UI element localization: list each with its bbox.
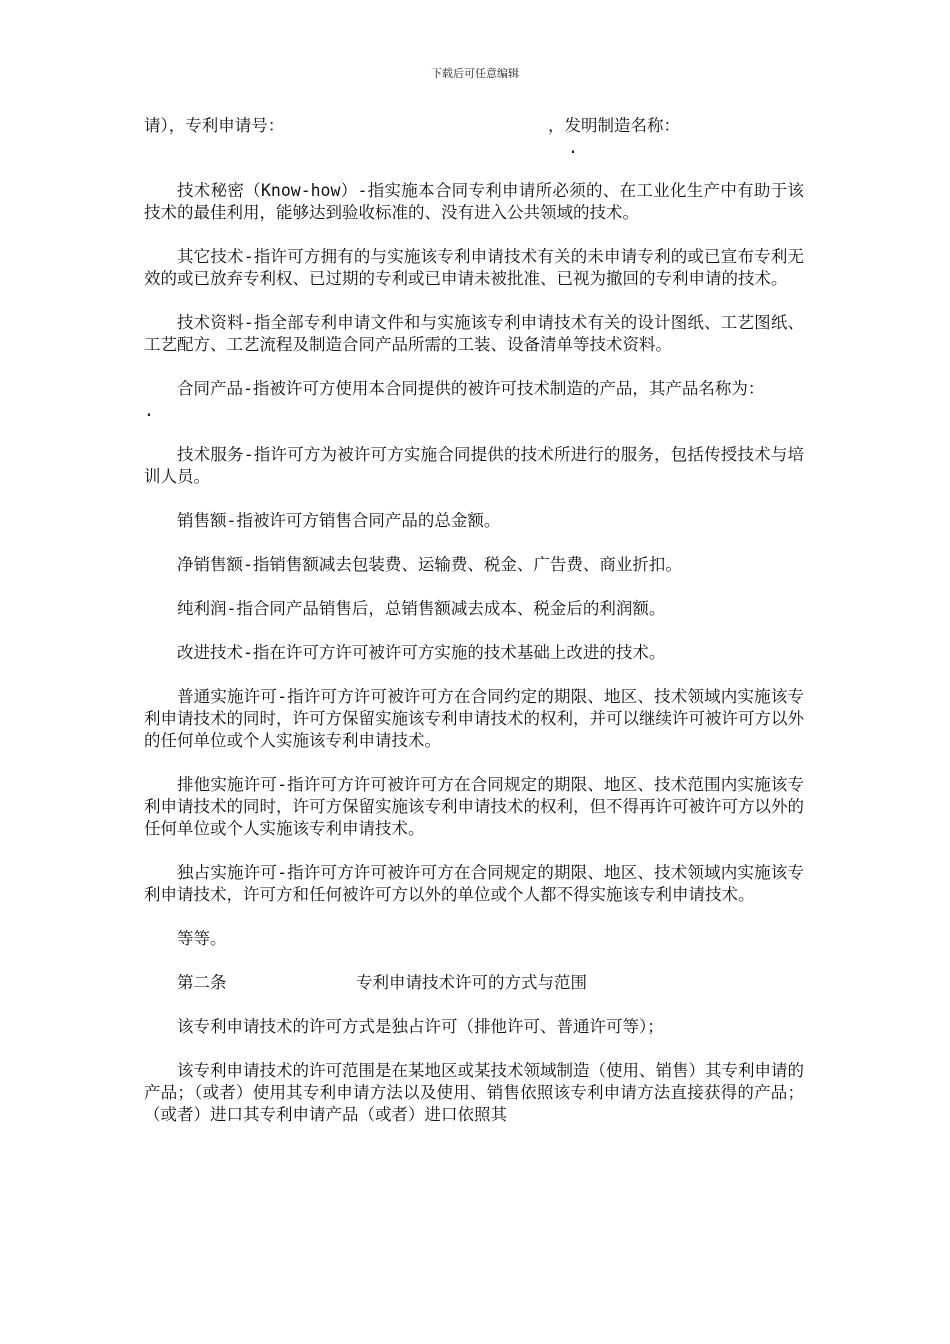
definition-technical-service: 技术服务-指许可方为被许可方实施合同提供的技术所进行的服务，包括传授技术与培训人员。	[144, 445, 804, 486]
article-title: 专利申请技术许可的方式与范围	[356, 973, 587, 992]
definition-sole-license: 排他实施许可-指许可方许可被许可方在合同规定的期限、地区、技术范围内实施该专利申请技术的同时，许可方保留实施该专利申请技术的权利，但不得再许可被许可方以外的任何单位或个人实施该专利申请技术。	[144, 775, 804, 838]
document-body	[144, 115, 804, 1126]
definition-net-sales: 净销售额-指销售额减去包装费、运输费、税金、广告费、商业折扣。	[177, 555, 682, 574]
license-scope-paragraph: 该专利申请技术的许可范围是在某地区或某技术领域制造（使用、销售）其专利申请的产品；（或者）使用其专利申请方法以及使用、销售依照该专利申请方法直接获得的产品；（或者）进口其专利申请产品（或者）进口依照其	[144, 1061, 804, 1124]
blank-dot: .	[568, 138, 578, 157]
license-mode-paragraph: 该专利申请技术的许可方式是独占许可（排他许可、普通许可等）；	[177, 1017, 664, 1036]
definition-know-how: 技术秘密（Know-how）-指实施本合同专利申请所必须的、在工业化生产中有助于该技术的最佳利用，能够达到验收标准的、没有进入公共领域的技术。	[144, 181, 804, 222]
invention-name-blank	[144, 137, 804, 159]
definition-exclusive-license: 独占实施许可-指许可方许可被许可方在合同规定的期限、地区、技术领域内实施该专利申请技术，许可方和任何被许可方以外的单位或个人都不得实施该专利申请技术。	[144, 863, 804, 904]
definition-improved-technology: 改进技术-指在许可方许可被许可方实施的技术基础上改进的技术。	[177, 643, 666, 662]
definition-contract-product: 合同产品-指被许可方使用本合同提供的被许可技术制造的产品，其产品名称为：	[177, 379, 765, 398]
definition-ordinary-license: 普通实施许可-指许可方许可被许可方在合同约定的期限、地区、技术领域内实施该专利申请技术的同时，许可方保留实施该专利申请技术的权利，并可以继续许可被许可方以外的任何单位或个人实施该专利申请技术。	[144, 687, 804, 750]
article-2-heading	[144, 972, 804, 994]
application-info-line	[144, 115, 804, 137]
definition-sales: 销售额-指被许可方销售合同产品的总金额。	[177, 511, 501, 530]
article-number: 第二条	[177, 973, 227, 992]
definition-net-profit: 纯利润-指合同产品销售后，总销售额减去成本、税金后的利润额。	[177, 599, 666, 618]
definition-other-technology: 其它技术-指许可方拥有的与实施该专利申请技术有关的未申请专利的或已宣布专利无效的或已放弃专利权、已过期的专利或已申请未被批准、已视为撤回的专利申请的技术。	[144, 247, 804, 288]
blank-dot: .	[144, 401, 154, 420]
definition-technical-data: 技术资料-指全部专利申请文件和与实施该专利申请技术有关的设计图纸、工艺图纸、工艺配方、工艺流程及制造合同产品所需的工装、设备清单等技术资料。	[144, 313, 804, 354]
application-number-label: 请），专利申请号：	[144, 116, 285, 135]
page-header: 下载后可任意编辑	[431, 67, 519, 80]
invention-name-label: ，发明制造名称：	[548, 116, 680, 135]
product-name-blank	[144, 400, 804, 422]
definitions-etc: 等等。	[177, 929, 227, 948]
